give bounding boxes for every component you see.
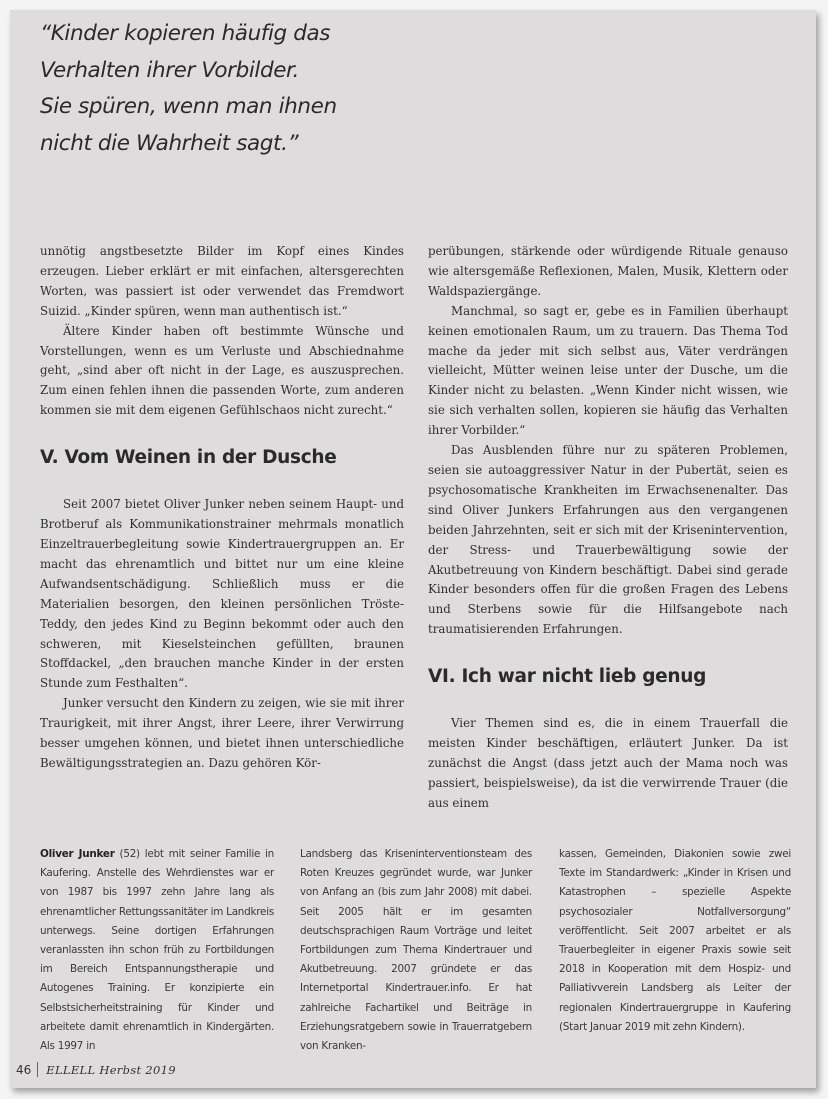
paragraph: Manchmal, so sagt er, gebe es in Familien überhaupt keinen emotionalen Raum, um zu trauern. Das Thema Tod mache da jeder mit sich selbst aus, Väter verdrängen vielleicht, Mütter weinen leise unter der Dusche, um die Kinder nicht zu belasten. „Wenn Kinder nicht wissen, wie sie sich verhalten sollen, kopieren sie häufig das Verhalten ihrer Vorbilder.“ [428, 303, 788, 438]
pull-quote-line-1: “Kinder kopieren häufig das [40, 21, 331, 46]
pull-quote-line-4: nicht die Wahrheit sagt.” [40, 130, 299, 156]
section-heading-v: V. Vom Weinen in der Dusche [40, 447, 337, 469]
author-bio-column-1 [40, 845, 274, 1056]
article-column-right [428, 242, 788, 814]
bio-text: Landsberg das Kriseninterventionsteam des Roten Kreuzes gegründet wurde, war Junker von Anfang an (bis zum Jahr 2008) mit dabei. Seit 2005 hält er im gesamten deutschsprachigen Raum Vorträge und leitet Fortbildungen zum Thema Kindertrauer und Akutbetreuung. 2007 gründete er das Internetportal Kindertrauer.info. Er hat zahlreiche Fachartikel und Beiträge in Erziehungsratgebern sowie in Trauerratgebern von Kranken- [300, 848, 532, 1053]
magazine-issue: ELLELL Herbst 2019 [46, 1063, 176, 1077]
page-number: 46 [16, 1063, 32, 1077]
paragraph: Seit 2007 bietet Oliver Junker neben seinem Haupt- und Brotberuf als Kommunikationstrainer mehrmals monatlich Einzeltrauerbegleitung sowie Kindertrauergruppen an. Er macht das ehrenamtlich und bittet nur um eine kleine Aufwandsentschädigung. Schließlich muss er die Materialien besorgen, den kleinen persönlichen Tröste-Teddy, den jedes Kind zu Beginn bekommt oder auch den schweren, mit Kieselsteinchen gefüllten, braunen Stoffdackel, „den brauchen manche Kinder in der ersten Stunde zum Festhalten“. [40, 497, 404, 691]
paragraph: unnötig angstbesetzte Bilder im Kopf eines Kindes erzeugen. Lieber erklärt er mit einfachen, altersgerechten Worten, was passiert ist oder verwendet das Fremdwort Suizid. „Kinder spüren, wenn man authentisch ist.“ [40, 244, 404, 318]
pull-quote [40, 16, 420, 162]
page-footer [16, 1062, 176, 1077]
section-heading-vi: VI. Ich war nicht lieb genug [428, 666, 707, 688]
footer-divider [37, 1062, 38, 1077]
author-bio-column-3 [559, 845, 791, 1037]
bio-name: Oliver Junker [40, 848, 115, 860]
bio-paragraph [40, 845, 274, 1056]
bio-text: (52) lebt mit seiner Familie in Kaufering. Anstelle des Wehrdienstes war er von 1987 bis 1997 zehn Jahre lang als ehrenamtlicher Rettungssanitäter im Landkreis unterwegs. Seine dortigen Erfahrungen veranlassten ihn schon früh zu Fortbildungen im Bereich Entspannungstherapie und Autogenes Training. Er konzipierte ein Selbstsicherheitstraining für Kinder und arbeitete damit ehrenamtlich in Kindergärten. Als 1997 in [40, 848, 274, 1053]
author-bio-column-2 [300, 845, 532, 1056]
pull-quote-line-2: Verhalten ihrer Vorbilder. [40, 57, 299, 83]
paragraph: Das Ausblenden führe nur zu späteren Problemen, seien sie autoaggressiver Natur in der Pubertät, seien es psychosomatische Krankheiten im Erwachsenenalter. Das sind Oliver Junkers Erfahrungen aus den vergangenen beiden Jahrzehnten, seit er sich mit der Krisenintervention, der Stress- und Trauerbewältigung sowie der Akutbetreuung von Kindern beschäftigt. Dabei sind gerade Kinder besonders offen für die großen Fragen des Lebens und Sterbens sowie für die Hilfsangebote nach traumatisierenden Erfahrungen. [428, 443, 788, 637]
paragraph: Vier Themen sind es, die in einem Trauerfall die meisten Kinder beschäftigen, erläutert Junker. Da ist zunächst die Angst (dass jetzt auch der Mama noch was passiert, beispielsweise), da ist die verwirrende Trauer (die aus einem [428, 716, 788, 810]
paragraph: Ältere Kinder haben oft bestimmte Wünsche und Vorstellungen, wenn es um Verluste und Abschiednahme geht, „sind aber oft nicht in der Lage, es auszusprechen. Zum einen fehlen ihnen die passenden Worte, zum anderen kommen sie mit dem eigenen Gefühlschaos nicht zurecht.“ [40, 323, 404, 418]
pull-quote-line-3: Sie spüren, wenn man ihnen [40, 94, 337, 119]
bio-text: kassen, Gemeinden, Diakonien sowie zwei Texte im Standardwerk: „Kinder in Krisen und Katastrophen – spezielle Aspekte psychosozialer Notfallversorgung“ veröffentlicht. Seit 2007 arbeitet er als Trauerbegleiter in eigener Praxis sowie seit 2018 in Kooperation mit dem Hospiz- und Palliativverein Landsberg als Leiter der regionalen Kindertrauergruppe in Kaufering (Start Januar 2019 mit zehn Kindern). [559, 848, 791, 1033]
paragraph: Junker versucht den Kindern zu zeigen, wie sie mit ihrer Traurigkeit, mit ihrer Angst, ihrer Leere, ihrer Verwirrung besser umgehen können, und bietet ihnen unterschiedliche Bewältigungsstrategien an. Dazu gehören Kör- [40, 696, 404, 770]
magazine-page [10, 10, 816, 1088]
article-column-left [40, 242, 404, 774]
paragraph: perübungen, stärkende oder würdigende Rituale genauso wie altersgemäße Reflexionen, Malen, Musik, Klettern oder Waldspaziergänge. [428, 244, 788, 298]
